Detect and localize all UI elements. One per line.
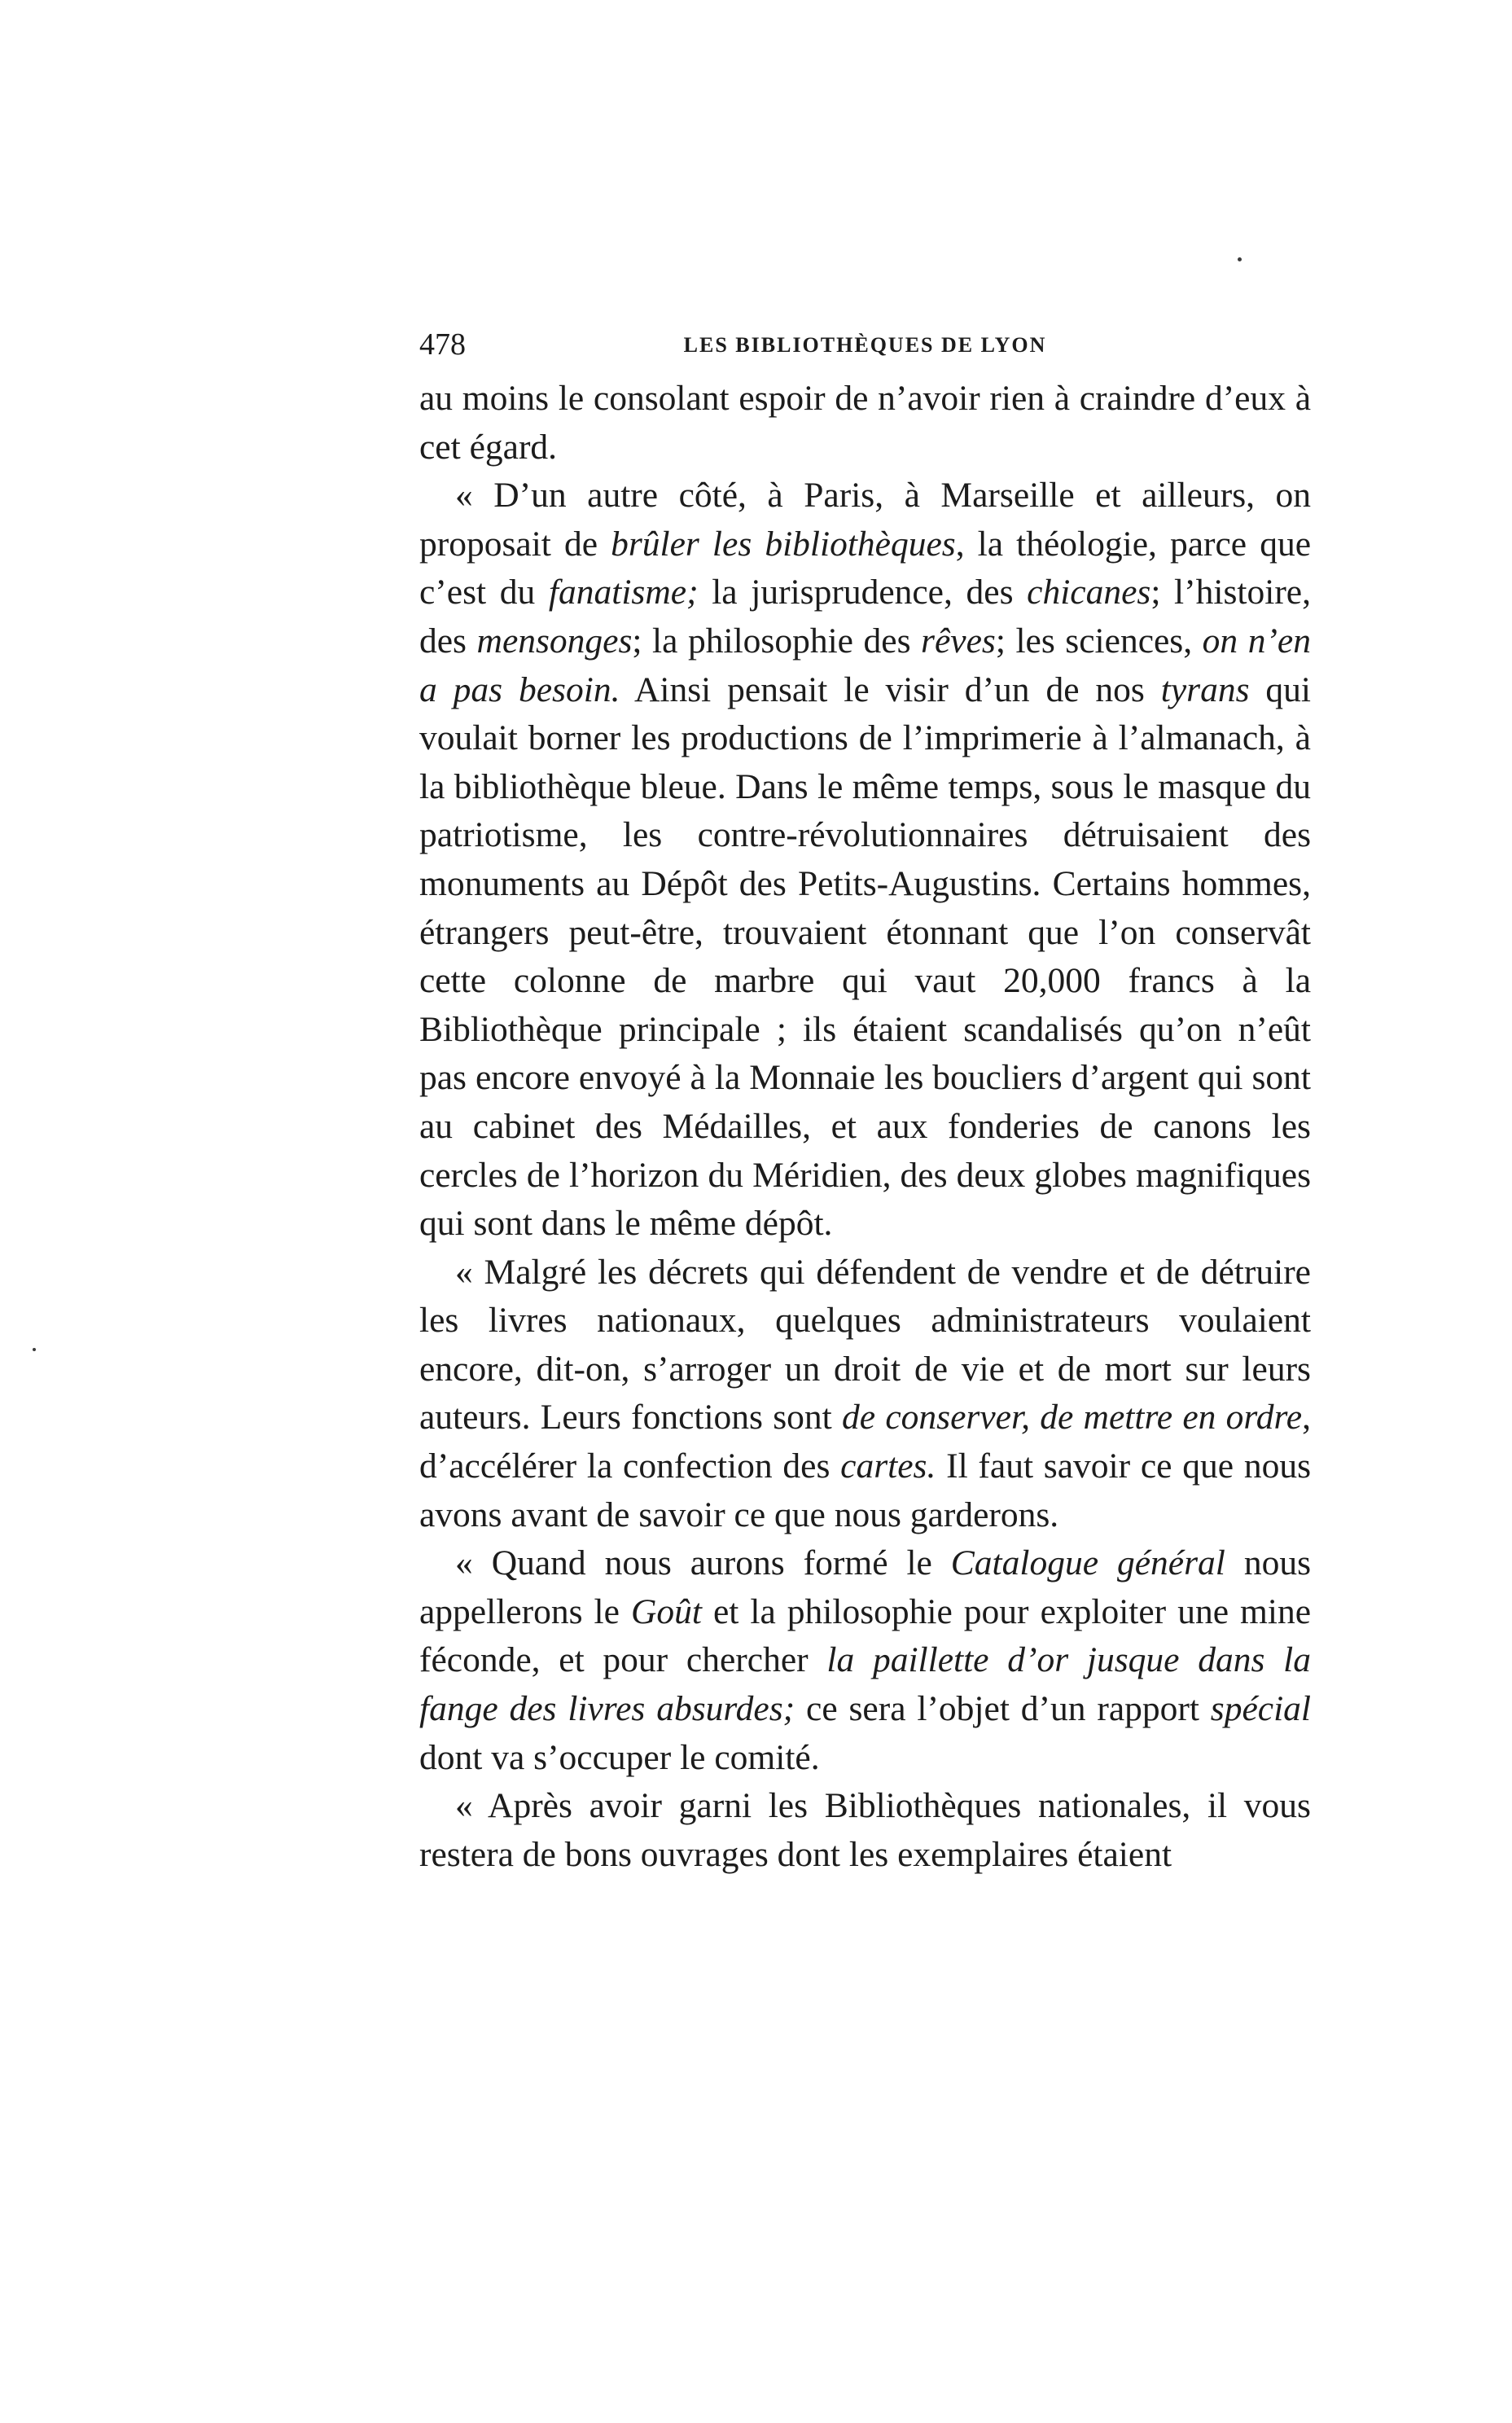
text-run: ; les sciences, [995,621,1203,661]
page-header [419,324,1311,365]
paragraph [419,1249,1311,1540]
text-run: et la philosophie pour exploiter une mine féconde, et pour chercher [419,1591,1311,1680]
text-run: qui voulait borner les productions de l’imprimerie à l’almanach, à la bibliothèque bleue. Dans le même temps, sous le masque du patriotisme, les contre-révolutionnaires détruisaient des monuments au Dépôt des Petits-Augustins. Certains hommes, étrangers peut-être, trouvaient étonnant que l’on conservât cette colonne de marbre qui vaut 20,000 francs à la Bibliothèque principale ; ils étaient scandalisés qu’on n’eût pas encore envoyé à la Monnaie les boucliers d’argent qui sont au cabinet des Médailles, et aux fonderies de canons les cercles de l’horizon du Méridien, des deux globes magnifiques qui sont dans le même dépôt. [419,669,1312,1244]
text-run: ce sera l’objet d’un rapport [795,1689,1211,1729]
text-run: dont va s’occuper le comité. [419,1737,820,1777]
italic-phrase: mensonges [476,621,633,661]
text-run: Il faut savoir ce que nous avons avant de savoir ce que nous garderons. [419,1446,1311,1534]
paragraph [419,472,1311,1249]
italic-phrase: on n’en a pas besoin. [419,621,1311,709]
italic-phrase: de conserver, de mettre en ordre [842,1398,1303,1438]
italic-phrase: tyrans [1160,669,1250,709]
text-run: « Malgré les décrets qui défendent de vendre et de détruire les livres nationaux, quelques administrateurs voulaient encore, dit-on, s’arroger un droit de vie et de mort sur leurs auteurs. Leurs fonctions sont [419,1252,1311,1438]
paragraph [419,375,1311,472]
running-title: LES BIBLIOTHÈQUES DE LYON [683,333,1047,357]
scan-speck [1238,257,1242,261]
italic-phrase: brûler les bibliothèques [611,524,956,564]
text-run: Ainsi pensait le visir d’un de nos [620,669,1161,709]
italic-phrase: chicanes [1027,573,1151,612]
text-run: nous appellerons le [419,1543,1311,1631]
paragraph [419,1782,1311,1879]
text-run: « Quand nous aurons formé le [455,1543,951,1583]
text-run: « Après avoir garni les Bibliothèques nationales, il vous restera de bons ouvrages dont les exemplaires étaient [419,1786,1311,1874]
italic-phrase: rêves [921,621,996,661]
page-number: 478 [419,327,466,362]
text-run: au moins le consolant espoir de n’avoir rien à craindre d’eux à cet égard. [419,379,1311,467]
italic-phrase: spécial [1210,1689,1312,1729]
body-text [419,375,1311,1879]
italic-phrase: fanatisme; [548,573,699,612]
text-run: ; la philosophie des [632,621,922,661]
italic-phrase: la paillette d’or jusque dans la fange des livres absurdes; [419,1640,1311,1729]
italic-phrase: cartes. [840,1446,936,1486]
text-run: , la théologie, parce que c’est du [419,524,1311,612]
italic-phrase: Goût [630,1591,702,1631]
text-run: , d’accélérer la confection des [419,1398,1311,1486]
text-run: la jurisprudence, des [698,573,1028,612]
italic-phrase: Catalogue général [950,1543,1225,1583]
text-run: ; l’histoire, des [419,573,1311,661]
text-run: « D’un autre côté, à Paris, à Marseille et ailleurs, on proposait de [419,476,1311,564]
scan-speck [33,1348,36,1351]
paragraph [419,1539,1311,1782]
